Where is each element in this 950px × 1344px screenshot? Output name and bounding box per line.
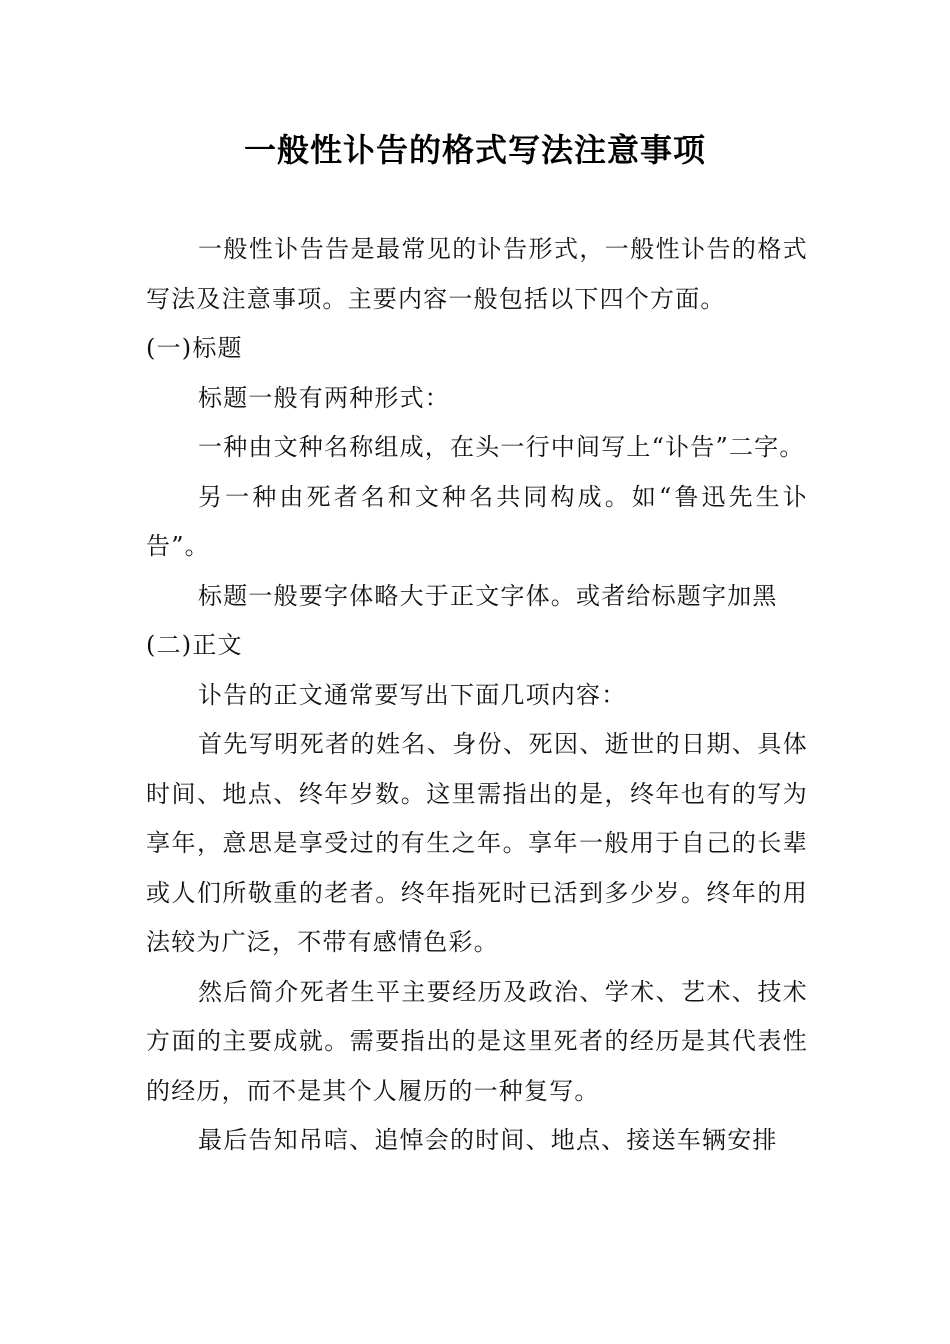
- title-forms-paragraph: 标题一般有两种形式：: [198, 383, 450, 412]
- funeral-arrangements-paragraph: 最后告知吊唁、追悼会的时间、地点、接送车辆安排: [198, 1126, 778, 1154]
- life-summary-paragraph: 然后简介死者生平主要经历及政治、学术、艺术、技术方面的主要成就。需要指出的是这里死者的经历是其代表性的经历，而不是其个人履历的一种复写。: [146, 977, 808, 1105]
- title-font-paragraph: 标题一般要字体略大于正文字体。或者给标题字加黑: [198, 581, 778, 610]
- section-heading-title: (一)标题: [146, 334, 243, 362]
- title-form-one-paragraph: 一种由文种名称组成，在头一行中间写上“讣告”二字。: [198, 433, 805, 461]
- section-heading-body: (二)正文: [146, 631, 243, 659]
- document-body: [146, 225, 808, 1166]
- title-form-two-paragraph: 另一种由死者名和文种名共同构成。如“鲁迅先生讣告”。: [146, 482, 808, 560]
- deceased-details-paragraph: 首先写明死者的姓名、身份、死因、逝世的日期、具体时间、地点、终年岁数。这里需指出的是，终年也有的写为享年，意思是享受过的有生之年。享年一般用于自己的长辈或人们所敬重的老者。终年指死时已活到多少岁。终年的用法较为广泛，不带有感情色彩。: [146, 730, 808, 956]
- document-title: 一般性讣告的格式写法注意事项: [243, 131, 706, 169]
- body-intro-paragraph: 讣告的正文通常要写出下面几项内容：: [198, 680, 627, 709]
- intro-paragraph: 一般性讣告告是最常见的讣告形式，一般性讣告的格式写法及注意事项。主要内容一般包括以下四个方面。: [146, 235, 808, 313]
